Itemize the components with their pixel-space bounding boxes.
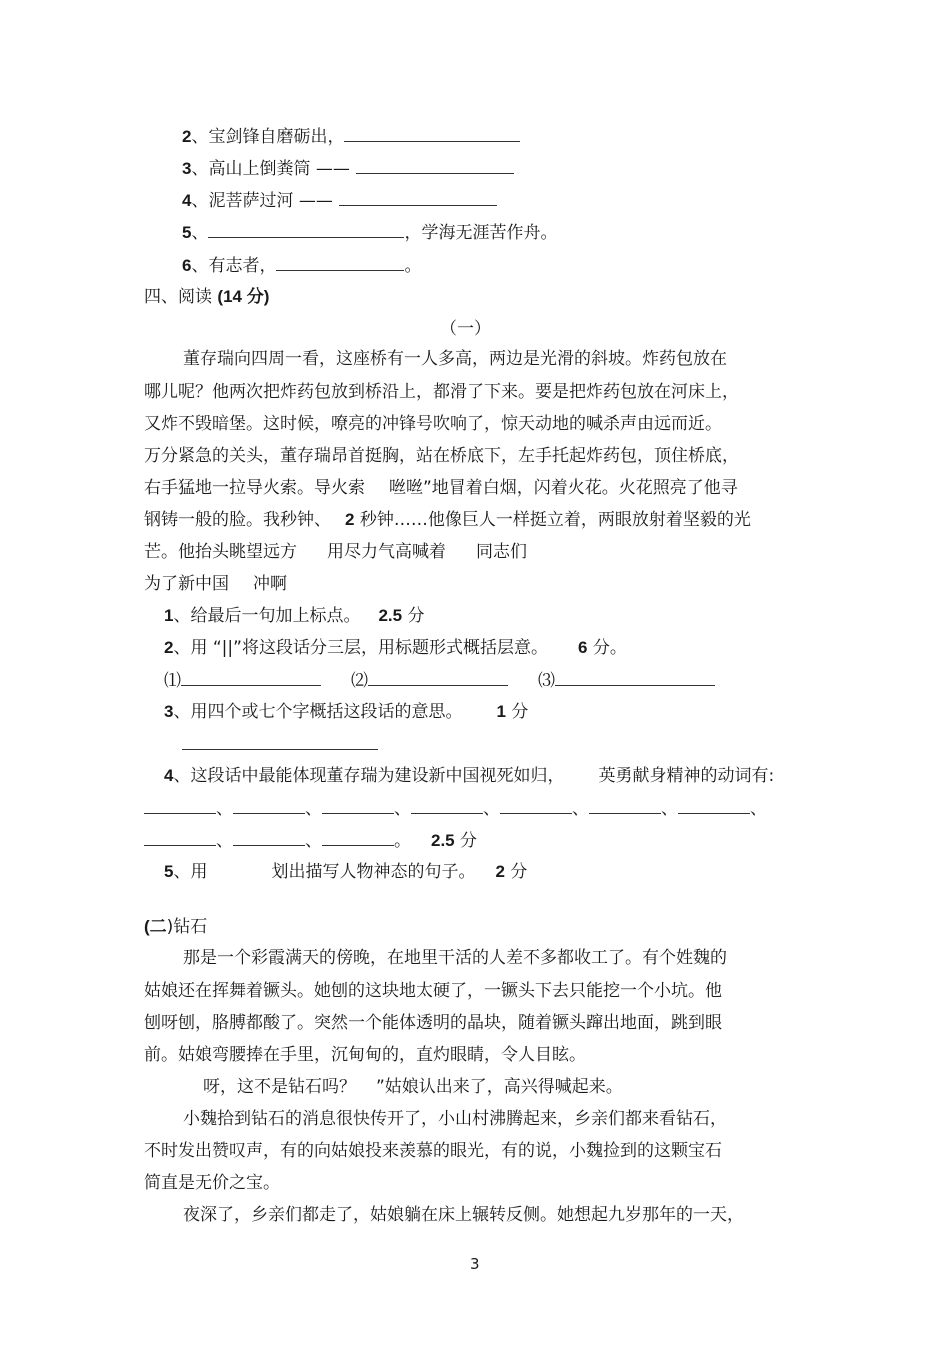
passage2-line: 呀，这不是钻石吗？ ”姑娘认出来了，高兴得喊起来。	[203, 1077, 623, 1097]
idiom-line-2: 2、宝剑锋自磨砺出，	[182, 125, 520, 148]
question-4-blanks: 、 、 。 2.5 分	[144, 829, 477, 852]
passage1-line: 芒。他抬头眺望远方 用尽力气高喊着 同志们	[144, 542, 527, 562]
question-3: 3、用四个或七个字概括这段话的意思。 1 分	[164, 702, 529, 722]
passage1-line: 董存瑞向四周一看，这座桥有一人多高，两边是光滑的斜坡。炸药包放在	[183, 349, 727, 369]
idiom-line-5: 5、 ，学海无涯苦作舟。	[182, 223, 558, 243]
answer-blank[interactable]	[500, 797, 572, 814]
passage1-line: 为了新中国 冲啊	[144, 574, 287, 594]
answer-blank[interactable]	[555, 669, 715, 686]
idiom-line-3: 3、高山上倒粪筒 ——	[182, 157, 514, 180]
passage2-line: 夜深了，乡亲们都走了，姑娘躺在床上辗转反侧。她想起九岁那年的一天，	[183, 1205, 744, 1225]
answer-blank[interactable]	[678, 797, 750, 814]
question-3-blank	[182, 733, 378, 756]
answer-blank[interactable]	[233, 829, 305, 846]
passage1-line: 右手猛地一拉导火索。导火索 咝咝”地冒着白烟，闪着火花。火花照亮了他寻	[144, 478, 738, 498]
answer-blank[interactable]	[144, 797, 216, 814]
answer-blank[interactable]	[181, 669, 321, 686]
passage1-line: 万分紧急的关头，董存瑞昂首挺胸，站在桥底下，左手托起炸药包，顶住桥底，	[144, 446, 739, 466]
answer-blank[interactable]	[322, 797, 394, 814]
question-1: 1、给最后一句加上标点。 2.5 分	[164, 606, 425, 626]
passage2-line: 前。姑娘弯腰捧在手里，沉甸甸的，直灼眼睛，令人目眩。	[144, 1045, 586, 1065]
answer-blank[interactable]	[182, 733, 378, 750]
question-5: 5、用 划出描写人物神态的句子。 2 分	[164, 862, 528, 882]
answer-blank[interactable]	[589, 797, 661, 814]
question-2-blanks: ⑴ ⑵ ⑶	[164, 669, 715, 692]
question-2: 2、用 “||”将这段话分三层，用标题形式概括层意。 6 分。	[164, 638, 627, 658]
answer-blank[interactable]	[208, 221, 404, 238]
answer-blank[interactable]	[322, 829, 394, 846]
answer-blank[interactable]	[356, 157, 514, 174]
passage2-line: 姑娘还在挥舞着镢头。她刨的这块地太硬了，一镢头下去只能挖一个小坑。他	[144, 981, 722, 1001]
passage2-heading: (二)钻石	[144, 917, 208, 937]
answer-blank[interactable]	[344, 125, 520, 142]
page-number: 3	[470, 1255, 480, 1273]
question-4: 4、这段话中最能体现董存瑞为建设新中国视死如归， 英勇献身精神的动词有:	[164, 766, 775, 786]
passage1-line: 哪儿呢？他两次把炸药包放到桥沿上，都滑了下来。要是把炸药包放在河床上，	[144, 382, 739, 402]
passage1-line: 又炸不毁暗堡。这时候，嘹亮的冲锋号吹响了，惊天动地的喊杀声由远而近。	[144, 414, 722, 434]
passage2-line: 简直是无价之宝。	[144, 1173, 280, 1193]
answer-blank[interactable]	[144, 829, 216, 846]
passage2-line: 那是一个彩霞满天的傍晚，在地里干活的人差不多都收工了。有个姓魏的	[183, 948, 727, 968]
idiom-line-6: 6、有志者， 。	[182, 256, 422, 276]
idiom-line-4: 4、泥菩萨过河 ——	[182, 189, 497, 212]
passage2-line: 小魏拾到钻石的消息很快传开了，小山村沸腾起来，乡亲们都来看钻石，	[183, 1109, 727, 1129]
passage2-line: 不时发出赞叹声，有的向姑娘投来羡慕的眼光，有的说，小魏捡到的这颗宝石	[144, 1141, 722, 1161]
answer-blank[interactable]	[368, 669, 508, 686]
section-heading: 四、阅读 (14 分)	[144, 287, 270, 307]
passage1-heading: （一）	[440, 319, 491, 339]
answer-blank[interactable]	[339, 189, 497, 206]
question-4-blanks: 、 、 、 、 、 、 、	[144, 797, 767, 820]
answer-blank[interactable]	[411, 797, 483, 814]
answer-blank[interactable]	[276, 254, 404, 271]
passage1-line: 钢铸一般的脸。我秒钟、 2 秒钟……他像巨人一样挺立着，两眼放射着坚毅的光	[144, 510, 751, 530]
passage2-line: 刨呀刨，胳膊都酸了。突然一个能体透明的晶块，随着镢头蹿出地面，跳到眼	[144, 1013, 722, 1033]
answer-blank[interactable]	[233, 797, 305, 814]
